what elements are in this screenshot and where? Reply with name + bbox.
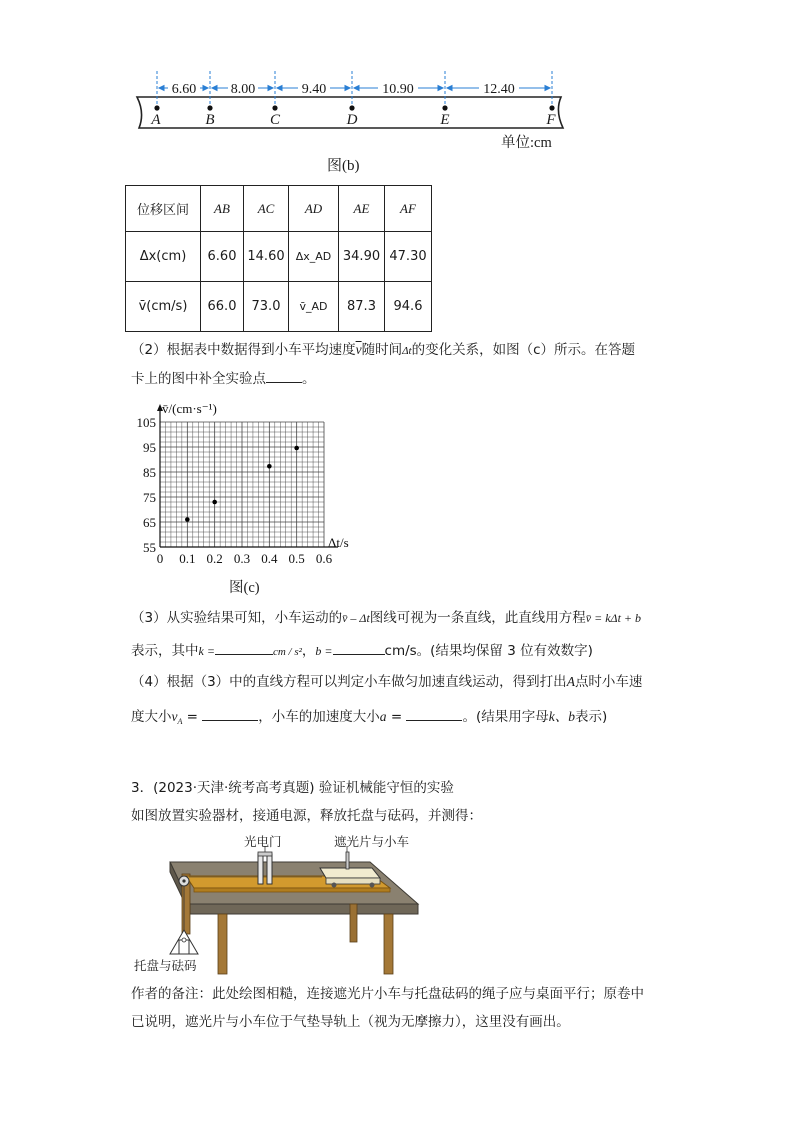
q3-line1: （3）从实验结果可知，小车运动的v̄ – Δt图线可视为一条直线，此直线用方程v̄ = kΔt + b bbox=[131, 610, 642, 626]
data-point bbox=[294, 446, 299, 451]
q4-line2: 度大小$v_A$ = ，小车的加速度大小a = 。(结果用字母k、b表示) bbox=[131, 706, 607, 732]
y-tick-label: 105 bbox=[136, 415, 156, 430]
data-point bbox=[267, 464, 272, 469]
table-leg bbox=[384, 914, 393, 974]
table-cell: Δx_AD bbox=[289, 232, 339, 282]
x-tick-label: 0.6 bbox=[315, 551, 333, 566]
shading-plate bbox=[346, 852, 349, 869]
answer-blank-b[interactable] bbox=[333, 640, 385, 655]
answer-blank[interactable] bbox=[266, 368, 302, 383]
point-label: F bbox=[546, 112, 556, 128]
tape-figure bbox=[125, 66, 575, 156]
answer-blank-a[interactable] bbox=[406, 706, 462, 721]
table-cell: v̄_AD bbox=[289, 282, 339, 332]
note-line2: 已说明，遮光片与小车位于气垫导轨上（视为无摩擦力），这里没有画出。 bbox=[131, 1014, 570, 1030]
answer-blank-k[interactable] bbox=[215, 640, 273, 655]
table-leg bbox=[350, 904, 357, 942]
table-header: 位移区间 bbox=[126, 186, 201, 232]
table-cell: 14.60 bbox=[244, 232, 289, 282]
problem3-intro: 如图放置实验器材，接通电源，释放托盘与砝码，并测得： bbox=[131, 808, 482, 824]
unit-label: 单位:cm bbox=[501, 135, 552, 151]
q3-line2: 表示，其中k = cm / s²，b = cm/s。(结果均保留 3 位有效数字) bbox=[131, 640, 593, 662]
segment-label: 9.40 bbox=[301, 82, 327, 97]
y-axis-label: v̄/(cm·s⁻¹) bbox=[162, 401, 217, 416]
y-tick-label: 65 bbox=[143, 515, 156, 530]
point-label: E bbox=[440, 112, 450, 128]
y-tick-label: 85 bbox=[143, 465, 156, 480]
data-table bbox=[125, 185, 432, 332]
x-tick-label: 0 bbox=[156, 551, 164, 566]
table-header: AB bbox=[201, 186, 244, 232]
label-weight: 托盘与砝码 bbox=[134, 958, 197, 973]
data-point bbox=[185, 517, 190, 522]
table-header: AE bbox=[339, 186, 385, 232]
data-point bbox=[212, 500, 217, 505]
table-header: AF bbox=[385, 186, 432, 232]
table-cell: 94.6 bbox=[385, 282, 432, 332]
row-label: Δx(cm) bbox=[126, 232, 201, 282]
table-cell: 73.0 bbox=[244, 282, 289, 332]
point-label: D bbox=[346, 112, 358, 128]
photogate bbox=[258, 854, 263, 884]
x-tick-label: 0.4 bbox=[261, 551, 278, 566]
chart-grid bbox=[160, 422, 324, 547]
table-leg bbox=[218, 914, 227, 974]
figure-b-caption: 图(b) bbox=[327, 158, 360, 174]
q2-line1: （2）根据表中数据得到小车平均速度$\overline{v}$随时间Δt的变化关系，如图（c）所示。在答题 bbox=[131, 342, 636, 358]
q4-line1: （4）根据（3）中的直线方程可以判定小车做匀加速直线运动，得到打出A点时小车速 bbox=[131, 674, 643, 690]
y-tick-label: 55 bbox=[143, 540, 156, 555]
point-label: A bbox=[151, 112, 161, 128]
table-cell: 87.3 bbox=[339, 282, 385, 332]
x-tick-label: 0.3 bbox=[233, 551, 251, 566]
point-label: B bbox=[205, 112, 215, 128]
table-header: AC bbox=[244, 186, 289, 232]
row-label: v̄(cm/s) bbox=[126, 282, 201, 332]
table-header: AD bbox=[289, 186, 339, 232]
table-cell: 34.90 bbox=[339, 232, 385, 282]
segment-label: 10.90 bbox=[382, 82, 414, 97]
point-label: C bbox=[269, 112, 281, 128]
y-tick-label: 75 bbox=[143, 490, 156, 505]
x-axis-label: Δt/s bbox=[328, 535, 349, 550]
label-photogate: 光电门 bbox=[244, 834, 282, 849]
answer-blank-va[interactable] bbox=[202, 706, 258, 721]
chart-ticks bbox=[137, 415, 333, 566]
x-tick-label: 0.5 bbox=[288, 551, 305, 566]
x-tick-label: 0.2 bbox=[206, 551, 223, 566]
q2-line2: 卡上的图中补全实验点 。 bbox=[131, 368, 316, 389]
cart bbox=[320, 868, 380, 878]
x-tick-label: 0.1 bbox=[179, 551, 196, 566]
table-cell: 6.60 bbox=[201, 232, 244, 282]
label-cart: 遮光片与小车 bbox=[334, 834, 410, 849]
segment-label: 8.00 bbox=[230, 82, 256, 97]
table-cell: 66.0 bbox=[201, 282, 244, 332]
chart-c bbox=[126, 400, 366, 570]
segment-label: 6.60 bbox=[171, 82, 197, 97]
segment-label: 12.40 bbox=[483, 82, 515, 97]
table-cell: 47.30 bbox=[385, 232, 432, 282]
figure-c-caption: 图(c) bbox=[229, 580, 260, 596]
y-tick-label: 95 bbox=[143, 440, 156, 455]
problem3-title: 3．(2023·天津·统考高考真题) 验证机械能守恒的实验 bbox=[131, 780, 454, 796]
note-line1: 作者的备注：此处绘图相糙，连接遮光片小车与托盘砝码的绳子应与桌面平行；原卷中 bbox=[131, 986, 644, 1002]
